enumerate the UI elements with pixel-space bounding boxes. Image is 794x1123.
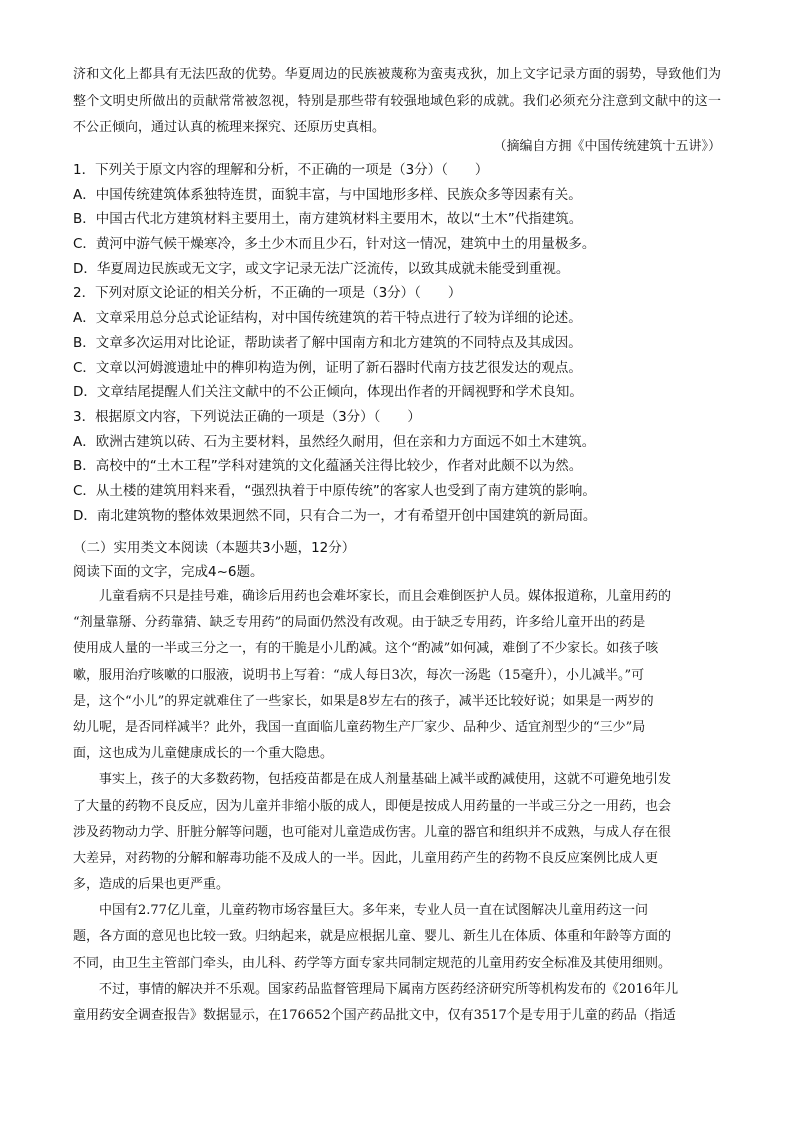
reading-passage <box>73 584 721 1029</box>
section-title: （二）实用类文本阅读（本题共3小题，12分） <box>73 540 356 556</box>
passage-line: 题，各方面的意见也比较一致。归纳起来，就是应根据儿童、婴儿、新生儿在体质、体重和年龄等方面的 <box>73 929 672 945</box>
passage-line: 不过，事情的解决并不乐观。国家药品监督管理局下属南方医药经济研究所等机构发布的《2016年儿 <box>73 981 679 997</box>
passage-line: 事实上，孩子的大多数药物，包括疫苗都是在成人剂量基础上减半或酌减使用，这就不可避免地引发 <box>73 772 672 788</box>
passage-line: 儿童看病不只是挂号难，确诊后用药也会难坏家长，而且会难倒医护人员。媒体报道称，儿童用药的 <box>73 589 672 604</box>
passage-line: 面，这也成为儿童健康成长的一个重大隐患。 <box>73 746 334 762</box>
source-citation: （摘编自方拥《中国传统建筑十五讲》） <box>493 139 721 154</box>
question-1-option-c: C．黄河中游气候干燥寒冷，多土少木而且少石，针对这一情况，建筑中土的用量极多。 <box>73 236 596 253</box>
question-3-option-a: A．欧洲古建筑以砖、石为主要材料，虽然经久耐用，但在亲和力方面远不如土木建筑。 <box>73 433 596 450</box>
passage-line: 不同，由卫生主管部门牵头，由儿科、药学等方面专家共同制定规范的儿童用药安全标准及其使用细则。 <box>73 955 672 971</box>
question-2-option-b: B．文章多次运用对比论证，帮助读者了解中国南方和北方建筑的不同特点及其成因。 <box>73 334 582 351</box>
passage-line: 嗽，服用治疗咳嗽的口服液，说明书上写着：“成人每日3次，每次一汤匙（15毫升），小儿减半。”可 <box>73 667 645 683</box>
question-3-option-b: B．高校中的“土木工程”学科对建筑的文化蕴涵关注得比较少，作者对此颇不以为然。 <box>73 458 583 475</box>
passage-line: 幼儿呢，是否同样减半？此外，我国一直面临儿童药物生产厂家少、品种少、适宜剂型少的“三少”局 <box>73 719 646 735</box>
reading-instruction: 阅读下面的文字，完成4~6题。 <box>73 564 264 580</box>
question-3-stem: 3．根据原文内容，下列说法正确的一项是（3分）（ ） <box>73 408 421 425</box>
question-1-stem: 1．下列关于原文内容的理解和分析，不正确的一项是（3分）（ ） <box>73 162 489 178</box>
intro-paragraph: 济和文化上都具有无法匹敌的优势。华夏周边的民族被蔑称为蛮夷戎狄，加上文字记录方面的弱势，导致他们为整个文明史所做出的贡献常常被忽视，特别是那些带有较强地域色彩的成就。我们必须充分注意到文献中的这一不公正倾向，通过认真的梳理来探究、还原历史真相。 <box>73 67 721 135</box>
question-list <box>73 158 733 528</box>
question-2-option-d: D．文章结尾提醒人们关注文献中的不公正倾向，体现出作者的开阔视野和学术良知。 <box>73 384 583 401</box>
question-1-option-a: A．中国传统建筑体系独特连贯，面貌丰富，与中国地形多样、民族众多等因素有关。 <box>73 186 582 203</box>
question-1-option-b: B．中国古代北方建筑材料主要用土，南方建筑材料主要用木，故以“土木”代指建筑。 <box>73 211 583 228</box>
question-3-option-d: D．南北建筑物的整体效果迥然不同，只有合二为一，才有希望开创中国建筑的新局面。 <box>73 507 597 524</box>
passage-line: 使用成人量的一半或三分之一，有的干脆是小儿酌减。这个“酌减”如何减，难倒了不少家长。如孩子咳 <box>73 641 659 657</box>
question-2-option-a: A．文章采用总分总式论证结构，对中国传统建筑的若干特点进行了较为详细的论述。 <box>73 310 582 327</box>
passage-line: 中国有2.77亿儿童，儿童药物市场容量巨大。多年来，专业人员一直在试图解决儿童用药这一问 <box>73 903 648 919</box>
passage-line: 童用药安全调查报告》数据显示，在176652个国产药品批文中，仅有3517个是专用于儿童的药品（指适 <box>73 1008 676 1023</box>
question-2-stem: 2．下列对原文论证的相关分析，不正确的一项是（3分）（ ） <box>73 285 462 302</box>
question-3-option-c: C．从土楼的建筑用料来看，“强烈执着于中原传统”的客家人也受到了南方建筑的影响。 <box>73 482 596 499</box>
passage-line: 了大量的药物不良反应，因为儿童并非缩小版的成人，即便是按成人用药量的一半或三分之一用药，也会 <box>73 798 672 814</box>
passage-line: 多，造成的后果也更严重。 <box>73 877 230 893</box>
passage-line: 是，这个“小儿”的界定就难住了一些家长，如果是8岁左右的孩子，减半还比较好说；如果是一两岁的 <box>73 693 654 709</box>
question-2-option-c: C．文章以河姆渡遗址中的榫卯构造为例，证明了新石器时代南方技艺很发达的观点。 <box>73 359 582 376</box>
passage-line: “剂量靠掰、分药靠猜、缺乏专用药”的局面仍然没有改观。由于缺乏专用药，许多给儿童开出的药是 <box>73 615 646 631</box>
passage-line: 大差异，对药物的分解和解毒功能不及成人的一半。因此，儿童用药产生的药物不良反应案例比成人更 <box>73 850 659 866</box>
passage-line: 涉及药物动力学、肝脏分解等问题，也可能对儿童造成伤害。儿童的器官和组织并不成熟，与成人存在很 <box>73 824 672 840</box>
question-1-option-d: D．华夏周边民族或无文字，或文字记录无法广泛流传，以致其成就未能受到重视。 <box>73 260 570 277</box>
